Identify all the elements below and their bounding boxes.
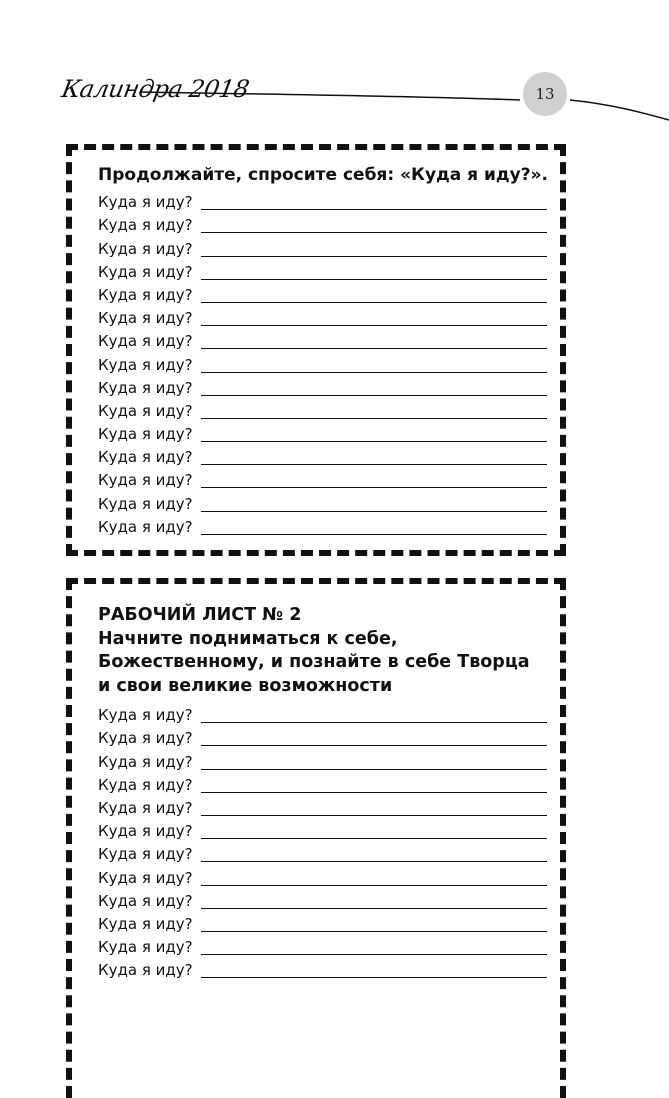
section2-title-line: РАБОЧИЙ ЛИСТ № 2 (98, 605, 302, 625)
row-label: Куда я иду? (98, 309, 193, 328)
answer-row (98, 515, 547, 538)
answer-line[interactable] (201, 838, 547, 839)
section2-rows (98, 703, 547, 981)
answer-line[interactable] (201, 792, 547, 793)
row-label: Куда я иду? (98, 938, 193, 957)
section2-title-line: и свои великие возможности (98, 675, 393, 696)
answer-row (98, 213, 547, 236)
answer-line[interactable] (201, 302, 547, 303)
answer-line[interactable] (201, 372, 547, 373)
answer-row (98, 468, 547, 491)
answer-line[interactable] (201, 209, 547, 210)
answer-line[interactable] (201, 931, 547, 932)
answer-line[interactable] (201, 464, 547, 465)
answer-row (98, 912, 547, 935)
answer-line[interactable] (201, 861, 547, 862)
row-label: Куда я иду? (98, 914, 193, 933)
section1-title: Продолжайте, спросите себя: «Куда я иду?». (98, 165, 549, 185)
answer-line[interactable] (201, 534, 547, 535)
page-number-badge (523, 72, 567, 116)
answer-line[interactable] (201, 395, 547, 396)
row-label: Куда я иду? (98, 798, 193, 817)
row-label: Куда я иду? (98, 401, 193, 420)
row-label: Куда я иду? (98, 517, 193, 536)
answer-line[interactable] (201, 769, 547, 770)
answer-row (98, 376, 547, 399)
row-label: Куда я иду? (98, 332, 193, 351)
section2-title-line: Божественному, и познайте в себе Творца (98, 652, 530, 672)
answer-line[interactable] (201, 325, 547, 326)
worksheet-box-1 (66, 144, 566, 556)
answer-row (98, 260, 547, 283)
answer-row (98, 726, 547, 749)
row-label: Куда я иду? (98, 961, 193, 980)
answer-row (98, 399, 547, 422)
publisher-logo: Калиндра 2018 (59, 75, 251, 103)
answer-row (98, 703, 547, 726)
answer-line[interactable] (201, 232, 547, 233)
answer-row (98, 889, 547, 912)
answer-row (98, 236, 547, 259)
section2-title-line: Начните подниматься к себе, (98, 628, 398, 649)
answer-row (98, 773, 547, 796)
answer-line[interactable] (201, 348, 547, 349)
row-label: Куда я иду? (98, 355, 193, 374)
answer-line[interactable] (201, 418, 547, 419)
answer-line[interactable] (201, 256, 547, 257)
answer-row (98, 958, 547, 981)
row-label: Куда я иду? (98, 868, 193, 887)
row-label: Куда я иду? (98, 216, 193, 235)
row-label: Куда я иду? (98, 448, 193, 467)
row-label: Куда я иду? (98, 891, 193, 910)
answer-line[interactable] (201, 885, 547, 886)
row-label: Куда я иду? (98, 425, 193, 444)
row-label: Куда я иду? (98, 262, 193, 281)
answer-row (98, 190, 547, 213)
row-label: Куда я иду? (98, 239, 193, 258)
answer-line[interactable] (201, 745, 547, 746)
row-label: Куда я иду? (98, 822, 193, 841)
row-label: Куда я иду? (98, 285, 193, 304)
row-label: Куда я иду? (98, 193, 193, 212)
answer-line[interactable] (201, 279, 547, 280)
answer-line[interactable] (201, 441, 547, 442)
answer-row (98, 796, 547, 819)
row-label: Куда я иду? (98, 378, 193, 397)
row-label: Куда я иду? (98, 729, 193, 748)
answer-row (98, 283, 547, 306)
answer-line[interactable] (201, 815, 547, 816)
answer-line[interactable] (201, 487, 547, 488)
answer-row (98, 422, 547, 445)
answer-line[interactable] (201, 908, 547, 909)
answer-row (98, 445, 547, 468)
section2-title (98, 604, 530, 698)
answer-row (98, 842, 547, 865)
row-label: Куда я иду? (98, 706, 193, 725)
answer-line[interactable] (201, 511, 547, 512)
answer-row (98, 352, 547, 375)
answer-row (98, 491, 547, 514)
row-label: Куда я иду? (98, 471, 193, 490)
answer-row (98, 819, 547, 842)
section1-rows (98, 190, 547, 538)
worksheet-box-2 (66, 578, 566, 1098)
answer-row (98, 329, 547, 352)
row-label: Куда я иду? (98, 775, 193, 794)
answer-row (98, 935, 547, 958)
answer-row (98, 749, 547, 772)
row-label: Куда я иду? (98, 494, 193, 513)
row-label: Куда я иду? (98, 752, 193, 771)
answer-line[interactable] (201, 954, 547, 955)
row-label: Куда я иду? (98, 845, 193, 864)
page-number: 13 (535, 85, 555, 103)
answer-row (98, 306, 547, 329)
answer-row (98, 865, 547, 888)
answer-line[interactable] (201, 977, 547, 978)
answer-line[interactable] (201, 722, 547, 723)
